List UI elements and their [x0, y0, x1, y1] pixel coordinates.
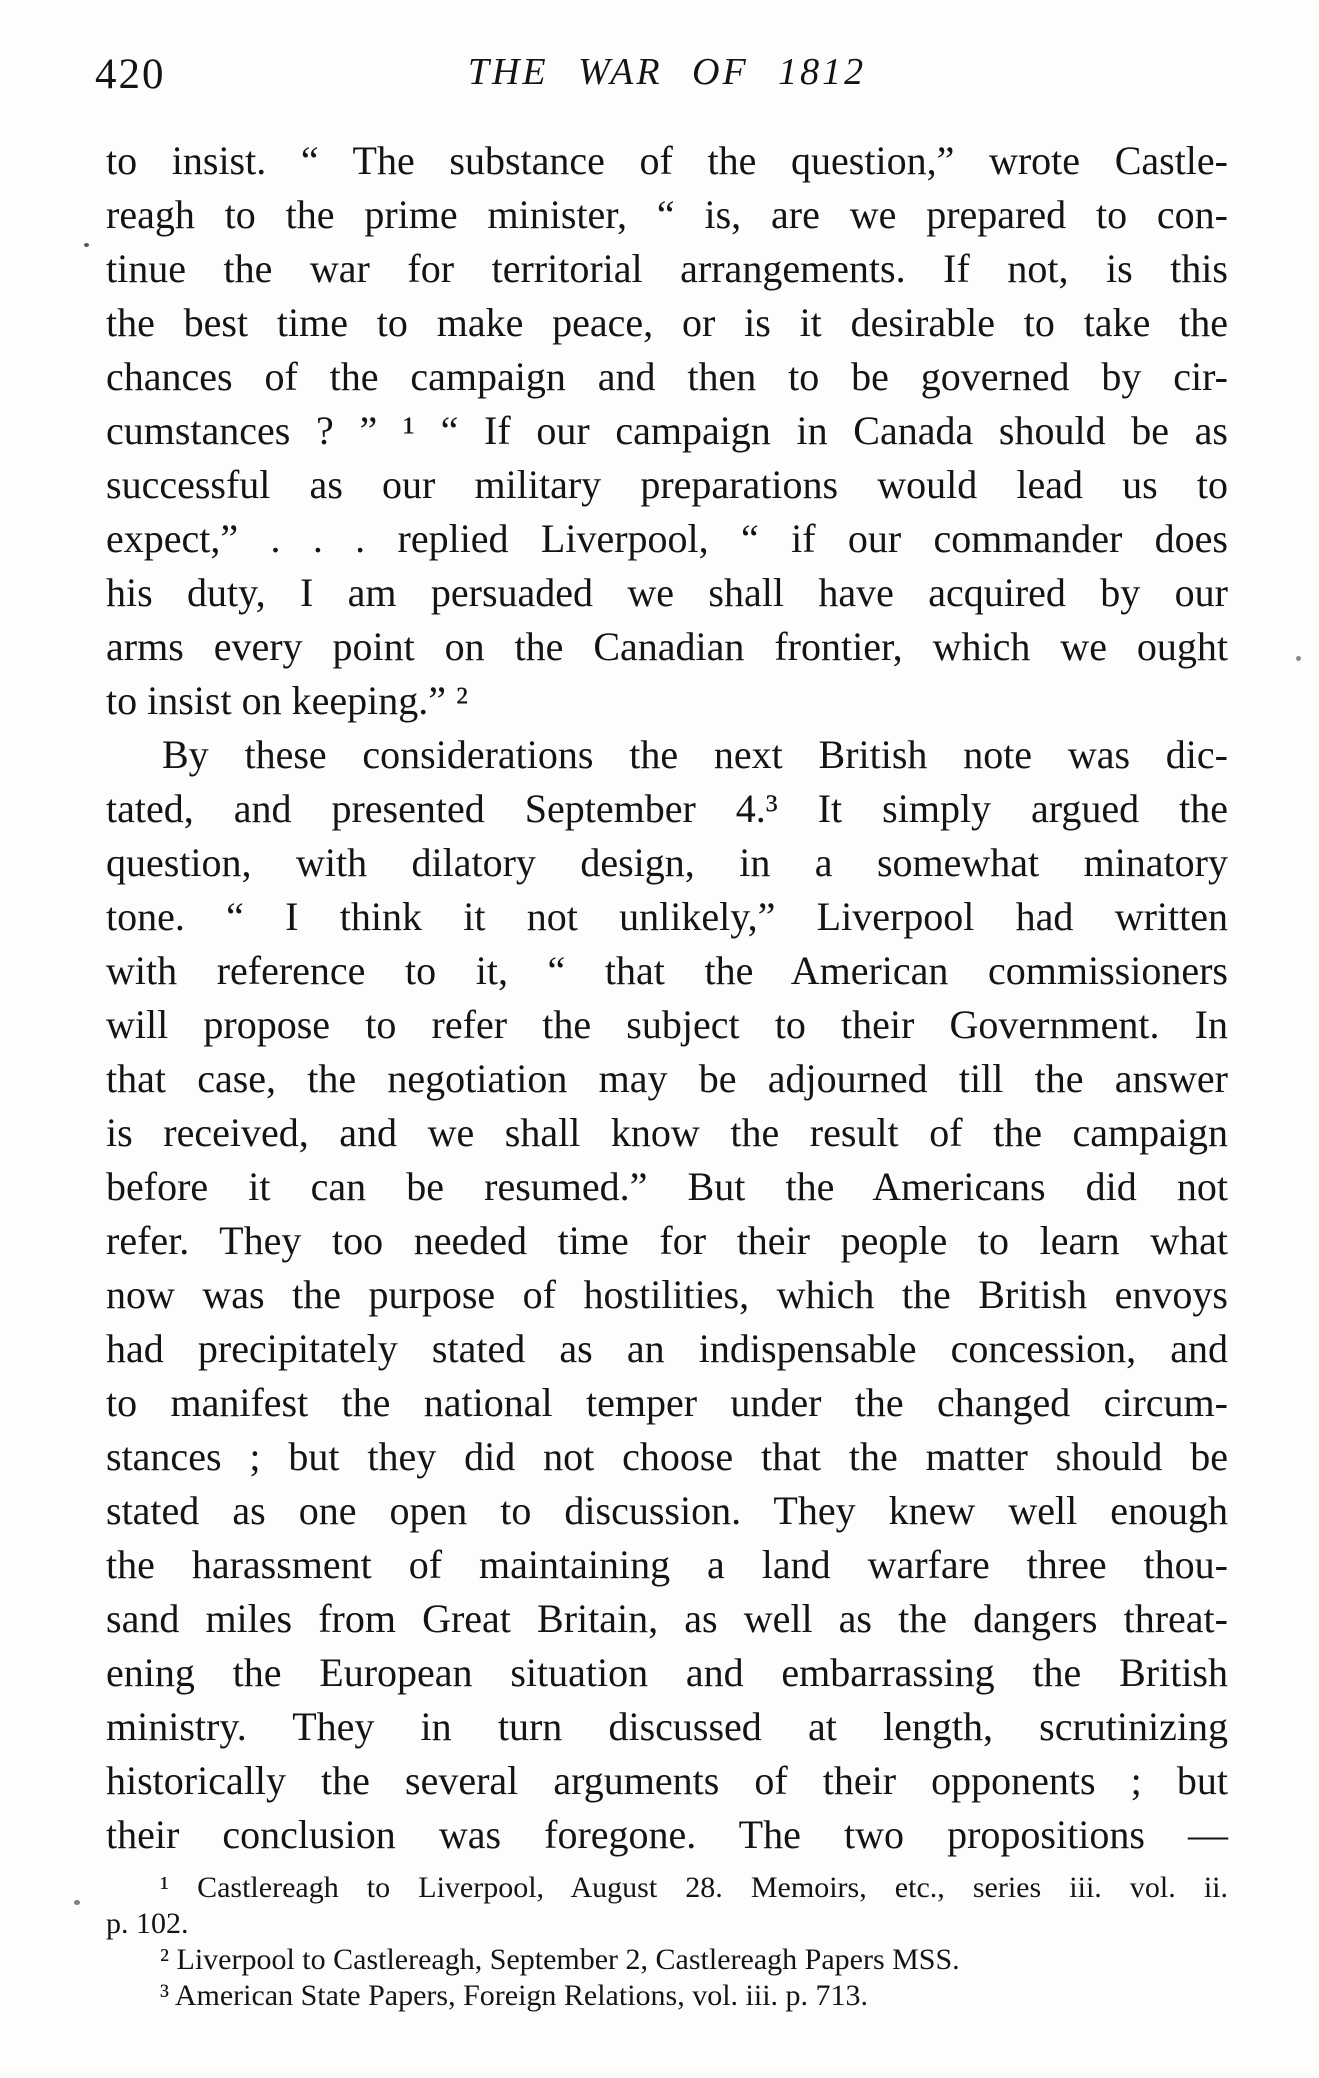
text-line: tone. “ I think it not unlikely,” Liverpool had written [106, 894, 1228, 939]
text-line: to manifest the national temper under the changed circum- [106, 1380, 1228, 1425]
text-line: to insist on keeping.” ² [106, 678, 468, 723]
text-line: before it can be resumed.” But the Americans did not [106, 1164, 1228, 1209]
text-line: ministry. They in turn discussed at length, scrutinizing [106, 1704, 1228, 1749]
text-line: to insist. “ The substance of the question,” wrote Castle- [106, 138, 1228, 183]
text-line: that case, the negotiation may be adjourned till the answer [106, 1056, 1228, 1101]
text-line: their conclusion was foregone. The two propositions — [106, 1812, 1228, 1857]
text-line: now was the purpose of hostilities, which the British envoys [106, 1272, 1228, 1317]
ink-speck [1296, 656, 1301, 661]
ink-speck [74, 1900, 80, 1905]
text-line: arms every point on the Canadian frontier, which we ought [106, 624, 1228, 669]
text-line: sand miles from Great Britain, as well as the dangers threat- [106, 1596, 1228, 1641]
footnote-line: ³ American State Papers, Foreign Relations, vol. iii. p. 713. [160, 1979, 869, 2012]
footnote-line: p. 102. [106, 1907, 189, 1940]
footnotes [106, 1870, 1228, 2014]
running-head: THE WAR OF 1812 [467, 51, 867, 93]
text-line: historically the several arguments of their opponents ; but [106, 1758, 1228, 1803]
text-line: will propose to refer the subject to their Government. In [106, 1002, 1228, 1047]
text-line: ening the European situation and embarrassing the British [106, 1650, 1228, 1695]
text-line: successful as our military preparations would lead us to [106, 462, 1228, 507]
body-text [106, 134, 1228, 1862]
footnote-line: ² Liverpool to Castlereagh, September 2, Castlereagh Papers MSS. [160, 1943, 960, 1976]
text-line: expect,” . . . replied Liverpool, “ if our commander does [106, 516, 1228, 561]
text-line: chances of the campaign and then to be governed by cir- [106, 354, 1228, 399]
text-line: the harassment of maintaining a land warfare three thou- [106, 1542, 1228, 1587]
text-line: stated as one open to discussion. They knew well enough [106, 1488, 1228, 1533]
text-line: the best time to make peace, or is it desirable to take the [106, 300, 1228, 345]
text-line: his duty, I am persuaded we shall have acquired by our [106, 570, 1228, 615]
text-line: tinue the war for territorial arrangements. If not, is this [106, 246, 1228, 291]
ink-speck [84, 243, 89, 247]
text-line: had precipitately stated as an indispensable concession, and [106, 1326, 1228, 1371]
text-line: question, with dilatory design, in a somewhat minatory [106, 840, 1228, 885]
text-line: tated, and presented September 4.³ It simply argued the [106, 786, 1228, 831]
text-line: By these considerations the next British note was dic- [162, 732, 1228, 777]
text-line: refer. They too needed time for their people to learn what [106, 1218, 1228, 1263]
text-line: is received, and we shall know the result of the campaign [106, 1110, 1228, 1155]
text-line: reagh to the prime minister, “ is, are we prepared to con- [106, 192, 1228, 237]
text-line: cumstances ? ” ¹ “ If our campaign in Canada should be as [106, 408, 1228, 453]
text-line: stances ; but they did not choose that the matter should be [106, 1434, 1228, 1479]
text-line: with reference to it, “ that the American commissioners [106, 948, 1228, 993]
page-number: 420 [95, 51, 166, 98]
footnote-line: ¹ Castlereagh to Liverpool, August 28. Memoirs, etc., series iii. vol. ii. [160, 1871, 1228, 1904]
